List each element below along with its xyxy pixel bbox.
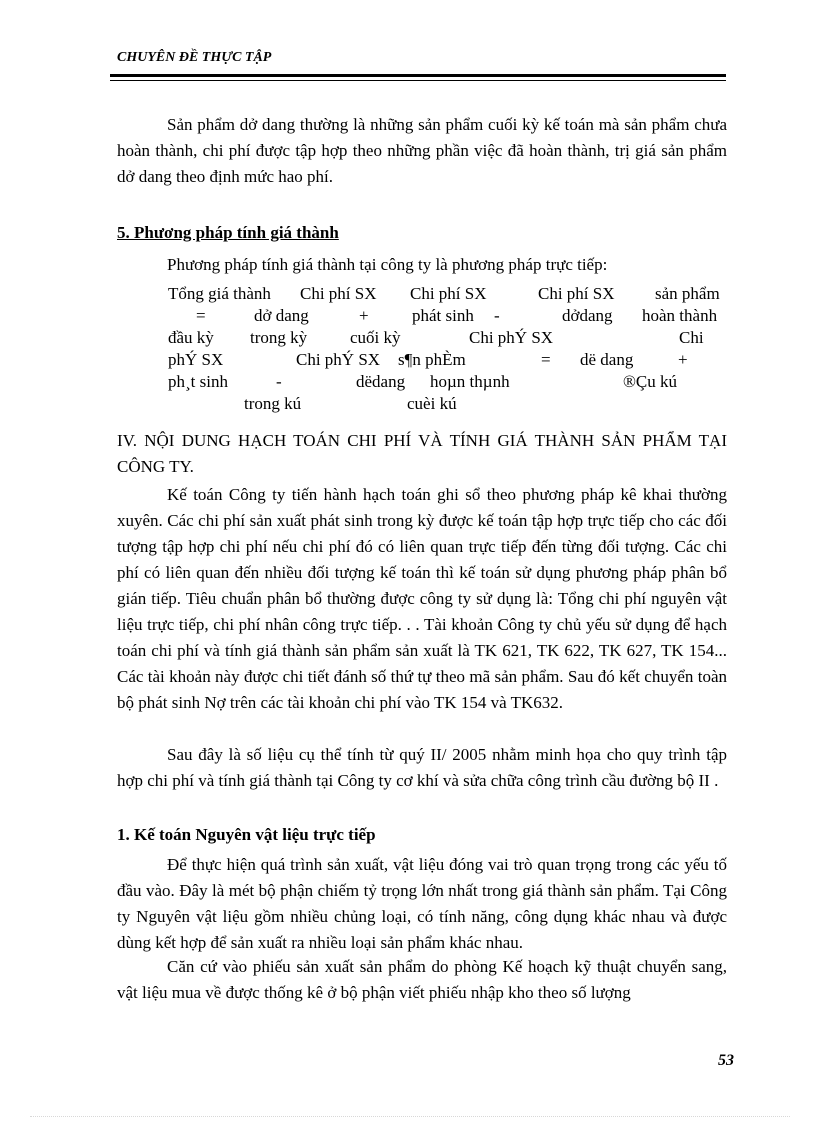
formula-cell: Chi phí SX [300, 284, 377, 303]
paragraph-data-intro: Sau đây là số liệu cụ thể tính từ quý II/ 2005 nhằm minh họa cho quy trình tập hợp chi phí và tính giá thành tại Công ty cơ khí và sửa chữa công trình cầu đường bộ II . [117, 745, 727, 790]
formula-cell: đầu kỳ [168, 328, 214, 347]
formula-cell: trong kú [244, 394, 302, 413]
formula-cell: + [359, 306, 369, 325]
section-5-heading [117, 220, 727, 246]
formula-cell: cuèi kú [407, 394, 457, 413]
formula-row-1 [168, 284, 728, 306]
header-rule-thick [110, 74, 726, 77]
formula-cell: dởdang [562, 306, 613, 325]
formula-cell: dëdang [356, 372, 406, 391]
formula-cell: ®Çu kú [623, 372, 678, 391]
formula-cell: sản phẩm [655, 284, 720, 303]
formula-cell: Chi [679, 328, 704, 347]
formula-cell: trong kỳ [250, 328, 308, 347]
formula-cell: s¶n phÈm [398, 350, 466, 369]
header-rule-thin [110, 80, 726, 81]
formula-row-6 [168, 394, 728, 416]
formula-cell: = [196, 306, 206, 325]
paragraph-work-in-progress: Sản phẩm dở dang thường là những sản phẩm cuối kỳ kế toán mà sản phẩm chưa hoàn thành, chi phí được tập hợp theo những phần việc đã hoàn thành, trị giá sản phẩm dở dang theo định mức hao phí. [117, 115, 727, 186]
formula-cell: hoµn thµnh [430, 372, 510, 391]
formula-row-3 [168, 328, 728, 350]
page-number: 53 [718, 1052, 734, 1069]
formula-cell: Chi phÝ SX [469, 328, 554, 347]
section-IV-heading: IV. NỘI DUNG HẠCH TOÁN CHI PHÍ VÀ TÍNH GIÁ THÀNH SẢN PHẨM TẠI CÔNG TY. [117, 431, 727, 476]
section-1-heading: 1. Kế toán Nguyên vật liệu trực tiếp [117, 825, 376, 844]
formula-cell: ph¸t sinh [168, 372, 228, 391]
formula-row-5 [168, 372, 728, 394]
formula-cell: Tổng giá thành [168, 284, 271, 303]
formula-cell: dở dang [254, 306, 309, 325]
formula-row-4 [168, 350, 728, 372]
footer-dotted-line [30, 1116, 790, 1117]
formula-cell: + [678, 350, 688, 369]
formula-cell: dë dang [580, 350, 634, 369]
section-5-heading-text: 5. Phương pháp tính giá thành [117, 223, 339, 242]
paragraph-production-slip: Căn cứ vào phiếu sản xuất sản phẩm do phòng Kế hoạch kỹ thuật chuyển sang, vật liệu mua về được thống kê ở bộ phận viết phiếu nhập kho theo số lượng [117, 957, 727, 1002]
paragraph-accounting-method: Kế toán Công ty tiến hành hạch toán ghi sổ theo phương pháp kê khai thường xuyên. Các chi phí sản xuất phát sinh trong kỳ được kế toán tập hợp trực tiếp cho các đối tượng tập hợp chi phí nếu chi phí đó có liên quan trực tiếp đến từng đối tượng. Các chi phí có liên quan đến nhiều đối tượng kế toán thì kế toán sử dụng phương pháp phân bổ gián tiếp. Tiêu chuẩn phân bổ thường được công ty sử dụng là: Tổng chi phí nguyên vật liệu trực tiếp, chi phí nhân công trực tiếp. . . Tài khoản Công ty chủ yếu sử dụng để hạch toán chi phí và tính giá thành sản phẩm sản xuất là TK 621, TK 622, TK 627, TK 154... Các tài khoản này được chi tiết đánh số thứ tự theo mã sản phẩm. Sau đó kết chuyển toàn bộ phát sinh Nợ trên các tài khoản chi phí vào TK 154 và TK632. [117, 485, 727, 712]
formula-cell: - [494, 306, 500, 325]
formula-cell: Chi phí SX [410, 284, 487, 303]
formula-cell: phÝ SX [168, 350, 224, 369]
formula-cell: hoàn thành [642, 306, 718, 325]
formula-cell: - [276, 372, 282, 391]
formula-cell: Chi phÝ SX [296, 350, 381, 369]
formula-cell: cuối kỳ [350, 328, 401, 347]
cost-formula [168, 284, 728, 416]
page-header-title: CHUYÊN ĐỀ THỰC TẬP [117, 50, 272, 65]
formula-row-2 [168, 306, 728, 328]
section-5-intro: Phương pháp tính giá thành tại công ty là phương pháp trực tiếp: [167, 255, 608, 274]
formula-cell: = [541, 350, 551, 369]
paragraph-materials: Để thực hiện quá trình sản xuất, vật liệu đóng vai trò quan trọng trong các yếu tố đầu vào. Đây là mét bộ phận chiếm tỷ trọng lớn nhất trong giá thành sản phẩm. Tại Công ty Nguyên vật liệu gồm nhiều chủng loại, có tính năng, công dụng khác nhau và được dùng kết hợp để sản xuất ra nhiều loại sản phẩm khác nhau. [117, 855, 727, 952]
formula-cell: phát sinh [412, 306, 474, 325]
formula-cell: Chi phí SX [538, 284, 615, 303]
